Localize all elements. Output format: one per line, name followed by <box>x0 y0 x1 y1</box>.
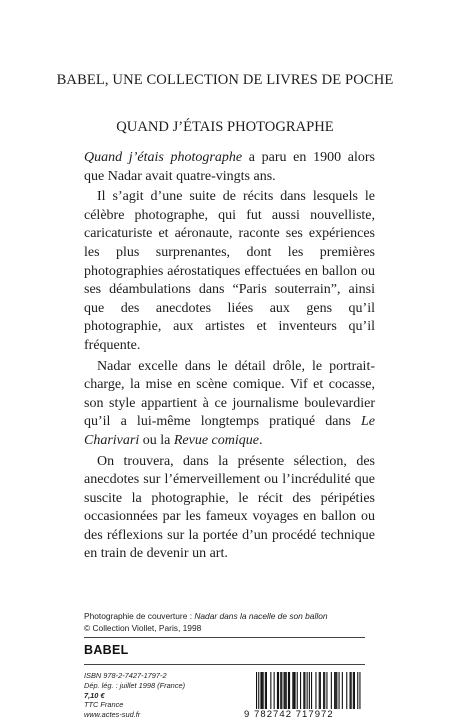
barcode-bar <box>326 672 327 709</box>
blurb-p1-text: a paru en 1900 alors que Nadar avait quatre-vingts ans. <box>84 150 375 184</box>
barcode-bar <box>263 672 264 709</box>
barcode <box>244 672 368 720</box>
barcode-bar <box>266 672 267 709</box>
blurb-p3-text-b: ou la <box>139 432 174 448</box>
barcode-bar <box>285 672 286 709</box>
barcode-bar <box>339 672 340 709</box>
barcode-bar <box>319 672 320 709</box>
barcode-bar <box>260 672 261 709</box>
barcode-bar <box>256 672 257 710</box>
barcode-bar <box>335 672 336 709</box>
barcode-bar <box>315 672 316 709</box>
barcode-bars <box>244 672 368 710</box>
barcode-bar <box>284 672 285 709</box>
publisher-name: BABEL <box>84 643 129 657</box>
barcode-bar <box>281 672 282 709</box>
website-link: www.actes-sud.fr <box>84 710 141 720</box>
barcode-bar <box>297 672 298 709</box>
blurb-p3-text-c: . <box>258 432 263 448</box>
barcode-bar <box>342 672 343 709</box>
barcode-bar <box>300 672 301 709</box>
barcode-bar <box>357 672 358 710</box>
barcode-bar <box>289 672 290 709</box>
isbn: ISBN 978-2-7427-1797-2 <box>84 671 167 680</box>
barcode-bar <box>323 672 324 709</box>
barcode-bar <box>336 672 337 709</box>
barcode-bar <box>307 672 308 710</box>
barcode-bar <box>265 672 266 709</box>
book-title: QUAND J’ÉTAIS PHOTOGRAPHE <box>116 119 334 135</box>
blurb-p3-text-a: Nadar excelle dans le détail drôle, le portrait-charge, la mise en scène comique. Vif et cocasse, son style appartient à ce journalisme boulevardier qu’il a lui-même longtemps pratiqué dans <box>84 358 375 430</box>
credit-label: Photographie de couverture : <box>84 611 195 621</box>
cover-credit <box>84 611 328 634</box>
barcode-bar <box>320 672 321 709</box>
barcode-bar <box>346 672 347 709</box>
blurb-p3-revue: Revue comique <box>173 432 259 448</box>
barcode-bar <box>288 672 289 709</box>
barcode-bar <box>277 672 278 709</box>
price-suffix: TTC France <box>84 700 124 710</box>
barcode-bar <box>270 672 271 709</box>
barcode-bar <box>353 672 354 709</box>
price <box>84 691 185 711</box>
barcode-bar <box>309 672 310 710</box>
credit-caption: Nadar dans la nacelle de son ballon <box>194 611 328 621</box>
blurb <box>84 149 375 566</box>
barcode-bar <box>278 672 279 709</box>
blurb-paragraph-4: On trouvera, dans la présente sélection, des anecdotes sur l’émerveillement ou l’incrédulité que suscite la photographie, le récit des péripéties occasionnées par les fameux voyages en ballon ou des réflexions sur la portée d’un procédé technique en train de devenir un art. <box>84 453 375 562</box>
legal-deposit: Dép. lég. : juillet 1998 (France) <box>84 680 186 690</box>
barcode-bar <box>258 672 259 710</box>
series-heading: BABEL, UNE COLLECTION DE LIVRES DE POCHE <box>56 72 394 88</box>
barcode-bar <box>311 672 312 709</box>
barcode-bar <box>324 672 325 709</box>
divider-top <box>84 637 365 638</box>
blurb-title-italic: Quand j’étais photographe <box>84 150 243 165</box>
book-info <box>84 671 185 720</box>
barcode-bar <box>286 672 287 709</box>
barcode-bar <box>293 672 294 709</box>
barcode-bar <box>262 672 263 709</box>
barcode-bar <box>274 672 275 709</box>
credit-copyright: © Collection Viollet, Paris, 1998 <box>84 622 202 633</box>
blurb-paragraph-3 <box>84 358 375 451</box>
barcode-bar <box>303 672 304 709</box>
blurb-p3-charivari: Le Charivari <box>84 414 375 448</box>
divider-bottom <box>84 664 365 665</box>
barcode-bar <box>359 672 360 710</box>
blurb-paragraph-1 <box>84 149 375 186</box>
barcode-bar <box>304 672 305 709</box>
barcode-bar <box>331 672 332 709</box>
barcode-bar <box>354 672 355 709</box>
barcode-bar <box>351 672 352 709</box>
barcode-bar <box>334 672 335 709</box>
barcode-bar <box>350 672 351 709</box>
barcode-bar <box>292 672 293 709</box>
price-value: 7,10 € <box>84 690 105 700</box>
blurb-paragraph-2: Il s’agit d’une suite de récits dans lesquels le célèbre photographe, qui fut aussi nouvelliste, caricaturiste et aéronaute, raconte ses expériences les plus surprenantes, dont les premières photographies aérostatiques effectuées en ballon ou ses déambulations dans “Paris souterrain”, ainsi que des anecdotes liées aux gens qu’il photographie, aux artistes et inventeurs qu’il fréquente. <box>84 189 375 353</box>
barcode-bar <box>295 672 296 709</box>
barcode-digits: 9 782742 717972 <box>244 709 368 720</box>
credit-line-1 <box>84 611 328 623</box>
barcode-bar <box>280 672 281 709</box>
